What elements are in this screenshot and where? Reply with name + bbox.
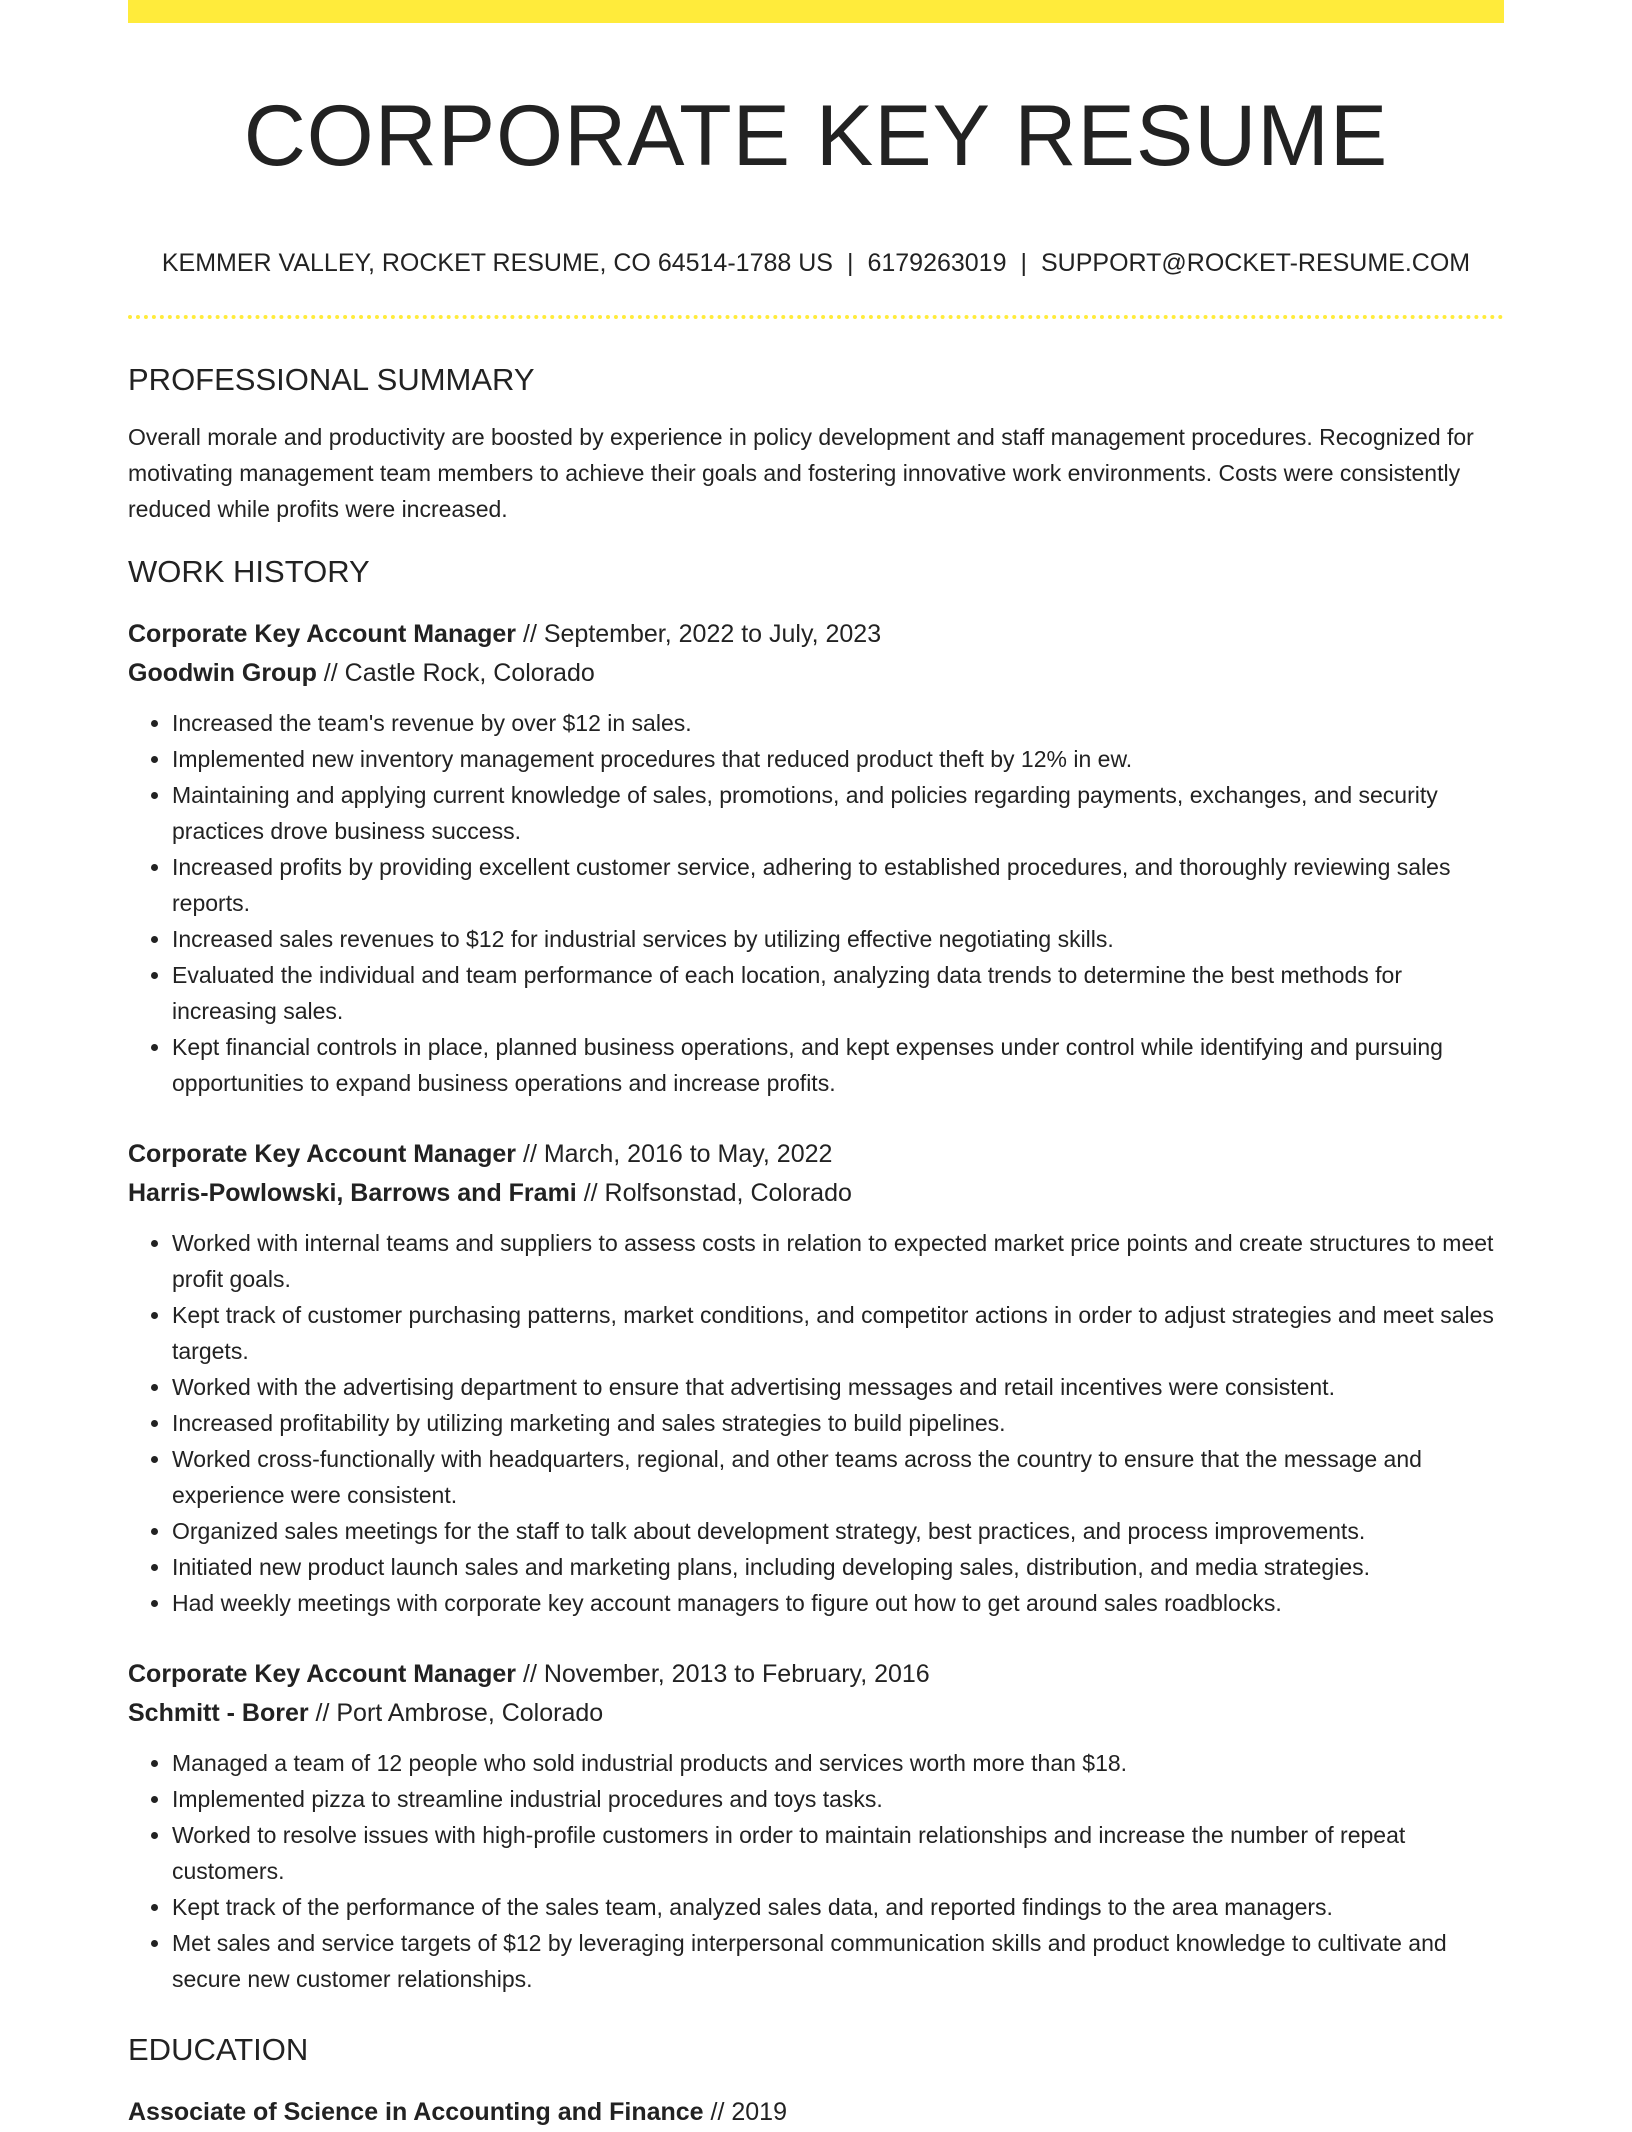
job-bullet: • Worked cross-functionally with headquarters, regional, and other teams across the country to ensure that the message and experience were consistent. xyxy=(172,1441,1504,1513)
resume-page xyxy=(128,0,1504,2132)
education-degree: Associate of Science in Accounting and Finance xyxy=(128,2098,704,2126)
job-bullet-list xyxy=(128,1745,1504,1997)
job-bullet: • Worked to resolve issues with high-profile customers in order to maintain relationships and increase the number of repeat customers. xyxy=(172,1817,1504,1889)
job-bullet: • Increased sales revenues to $12 for industrial services by utilizing effective negotiating skills. xyxy=(172,921,1504,957)
accent-top-bar xyxy=(128,0,1504,23)
contact-email: SUPPORT@ROCKET-RESUME.COM xyxy=(1041,249,1471,277)
contact-separator: | xyxy=(1020,249,1027,277)
job-bullet: • Managed a team of 12 people who sold industrial products and services worth more than $18. xyxy=(172,1745,1504,1781)
job-company-line xyxy=(128,1694,1504,1733)
job-company: Schmitt - Borer xyxy=(128,1699,309,1727)
contact-line xyxy=(128,248,1504,278)
job-position: Corporate Key Account Manager xyxy=(128,620,517,648)
job-bullet-list xyxy=(128,705,1504,1101)
job-bullet: • Kept financial controls in place, planned business operations, and kept expenses under control while identifying and pursuing opportunities to expand business operations and increase profits. xyxy=(172,1029,1504,1101)
job-position: Corporate Key Account Manager xyxy=(128,1140,517,1168)
summary-heading: PROFESSIONAL SUMMARY xyxy=(128,362,535,397)
dotted-divider xyxy=(128,315,1504,319)
job-bullet: • Increased profitability by utilizing marketing and sales strategies to build pipelines. xyxy=(172,1405,1504,1441)
job-bullet: • Had weekly meetings with corporate key account managers to figure out how to get around sales roadblocks. xyxy=(172,1585,1504,1621)
job-bullet: • Worked with the advertising department to ensure that advertising messages and retail incentives were consistent. xyxy=(172,1369,1504,1405)
job-bullet: • Increased the team's revenue by over $12 in sales. xyxy=(172,705,1504,741)
job-company: Harris-Powlowski, Barrows and Frami xyxy=(128,1179,577,1207)
education-entry xyxy=(128,2093,1504,2132)
summary-text: Overall morale and productivity are boosted by experience in policy development and staff management procedures. Recognized for motivating management team members to achieve their goals and fostering innovative work environments. Costs were consistently reduced while profits were increased. xyxy=(128,424,1474,522)
job-bullet: • Maintaining and applying current knowledge of sales, promotions, and policies regarding payments, exchanges, and security practices drove business success. xyxy=(172,777,1504,849)
job-bullet: • Organized sales meetings for the staff to talk about development strategy, best practices, and process improvements. xyxy=(172,1513,1504,1549)
job-position: Corporate Key Account Manager xyxy=(128,1660,517,1688)
job-location: // Rolfsonstad, Colorado xyxy=(576,1179,852,1207)
job-bullet: • Worked with internal teams and suppliers to assess costs in relation to expected market price points and create structures to meet profit goals. xyxy=(172,1225,1504,1297)
job-company: Goodwin Group xyxy=(128,659,317,687)
contact-separator: | xyxy=(846,249,854,277)
job-title-line xyxy=(128,1135,1504,1174)
job-bullet: • Kept track of the performance of the sales team, analyzed sales data, and reported findings to the area managers. xyxy=(172,1889,1504,1925)
job-location: // Castle Rock, Colorado xyxy=(316,659,595,687)
education-date: // 2019 xyxy=(703,2098,787,2126)
job-dates: // November, 2013 to February, 2016 xyxy=(516,1660,930,1688)
contact-phone: 6179263019 xyxy=(867,249,1007,277)
job-title-line xyxy=(128,615,1504,654)
job-bullet: • Initiated new product launch sales and marketing plans, including developing sales, distribution, and media strategies. xyxy=(172,1549,1504,1585)
work-history-heading: WORK HISTORY xyxy=(128,554,370,589)
job-bullet: • Kept track of customer purchasing patterns, market conditions, and competitor actions in order to adjust strategies and meet sales targets. xyxy=(172,1297,1504,1369)
resume-name: CORPORATE KEY RESUME xyxy=(243,88,1389,184)
job-bullet: • Evaluated the individual and team performance of each location, analyzing data trends to determine the best methods for increasing sales. xyxy=(172,957,1504,1029)
job-company-line xyxy=(128,1174,1504,1213)
job-location: // Port Ambrose, Colorado xyxy=(308,1699,604,1727)
job-dates: // March, 2016 to May, 2022 xyxy=(516,1140,833,1168)
job-company-line xyxy=(128,654,1504,693)
job-dates: // September, 2022 to July, 2023 xyxy=(516,620,882,648)
job-bullet: • Increased profits by providing excellent customer service, adhering to established procedures, and thoroughly reviewing sales reports. xyxy=(172,849,1504,921)
job-bullet: • Implemented new inventory management procedures that reduced product theft by 12% in ew. xyxy=(172,741,1504,777)
job-bullet: • Met sales and service targets of $12 by leveraging interpersonal communication skills and product knowledge to cultivate and secure new customer relationships. xyxy=(172,1925,1504,1997)
job-bullet: • Implemented pizza to streamline industrial procedures and toys tasks. xyxy=(172,1781,1504,1817)
job-entry xyxy=(128,1135,1504,1621)
job-title-line xyxy=(128,1655,1504,1694)
contact-address: KEMMER VALLEY, ROCKET RESUME, CO 64514-1788 US xyxy=(161,249,833,277)
job-bullet-list xyxy=(128,1225,1504,1621)
job-entry xyxy=(128,1655,1504,1997)
job-entry xyxy=(128,615,1504,1101)
education-heading: EDUCATION xyxy=(128,2032,309,2067)
